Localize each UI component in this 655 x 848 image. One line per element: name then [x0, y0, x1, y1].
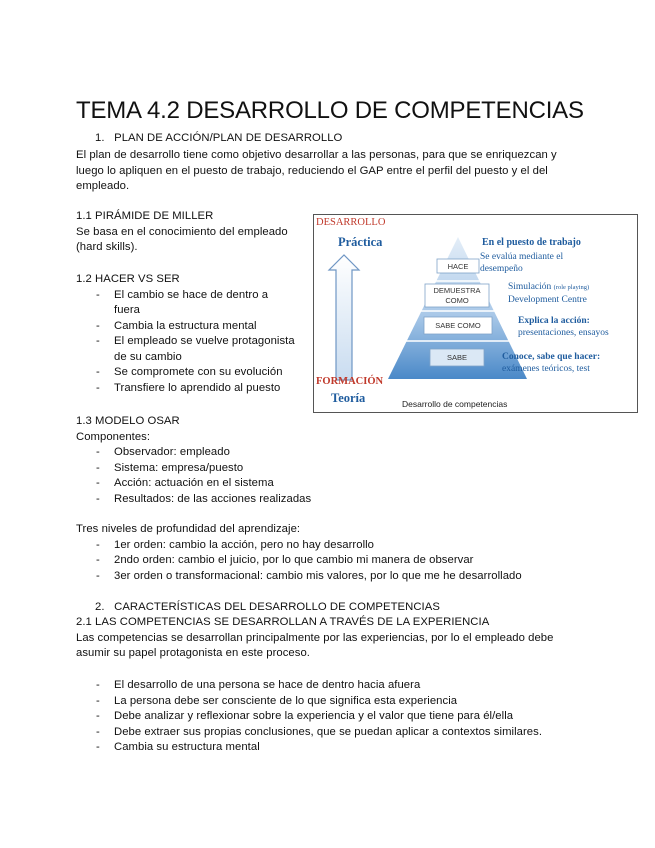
list-item: - 3er orden o transformacional: cambio mis valores, por lo que me he desarrollado: [76, 569, 596, 585]
level-sabe: SABE: [446, 353, 467, 362]
section-2-1: [76, 615, 616, 662]
r4-desc: Conoce, sabe que hacer: exámenes teóricos, test: [502, 352, 601, 374]
section-1-3: [76, 414, 476, 507]
componentes-label: Componentes:: [76, 430, 151, 443]
paragraph-line: Se basa en el conocimiento del empleado: [76, 225, 288, 238]
section-2-1-heading: 2.1 LAS COMPETENCIAS SE DESARROLLAN A TRAVÉS DE LA EXPERIENCIA: [76, 616, 490, 628]
section-1-paragraph: [76, 148, 596, 195]
r2-desc: Simulación (role playing) Development Centre: [508, 282, 590, 305]
section-1-2: [76, 272, 316, 396]
section-1-heading: [95, 131, 342, 147]
miller-pyramid-figure: [313, 214, 638, 413]
list-item: - Sistema: empresa/puesto: [76, 461, 476, 477]
paragraph-line: El plan de desarrollo tiene como objetivo desarrollar a las personas, para que se enriquezcan y: [76, 149, 557, 161]
section-1-1-heading: 1.1 PIRÁMIDE DE MILLER: [76, 210, 214, 222]
list-item: - Observador: empleado: [76, 445, 476, 461]
section-1-3-heading: 1.3 MODELO OSAR: [76, 415, 180, 427]
list-item: - Se compromete con su evolución: [76, 365, 316, 381]
list-item: - El desarrollo de una persona se hace de dentro hacia afuera: [76, 678, 616, 694]
levels-list: [76, 538, 596, 585]
formacion-label: FORMACIÓN: [316, 376, 384, 387]
teoria-label: Teoría: [331, 391, 366, 405]
levels-intro: Tres niveles de profundidad del aprendizaje:: [76, 523, 301, 535]
desarrollo-label: DESARROLLO: [316, 217, 386, 228]
list-item: - 2ndo orden: cambio el juicio, por lo que cambio mi manera de observar: [76, 553, 596, 569]
r3-desc: Explica la acción: presentaciones, ensayos: [518, 316, 609, 338]
experience-list: [76, 678, 616, 756]
hacer-vs-ser-list: [76, 288, 316, 397]
list-item: - El cambio se hace de dentro a fuera: [76, 288, 316, 319]
list-item: - Cambia su estructura mental: [76, 740, 616, 756]
section-2-number: 2.: [95, 601, 105, 613]
list-item: - Acción: actuación en el sistema: [76, 476, 476, 492]
section-1-number: 1.: [95, 132, 105, 144]
level-demuestra-como: DEMUESTRA COMO: [433, 286, 481, 305]
section-2-title: CARACTERÍSTICAS DEL DESARROLLO DE COMPETENCIAS: [114, 601, 440, 613]
list-item: - Debe analizar y reflexionar sobre la experiencia y el valor que tiene para él/ella: [76, 709, 616, 725]
list-item: - Transfiere lo aprendido al puesto: [76, 381, 316, 397]
section-2-list: [76, 678, 616, 756]
list-item: - 1er orden: cambio la acción, pero no hay desarrollo: [76, 538, 596, 554]
learning-levels: [76, 522, 596, 584]
paragraph-line: (hard skills).: [76, 241, 138, 253]
paragraph-line: luego lo apliquen en el puesto de trabajo, reduciendo el GAP entre el perfil del puesto y el del: [76, 164, 548, 177]
list-item: - Debe extraer sus propias conclusiones, que se puedan aplicar a contextos similares.: [76, 725, 616, 741]
r1-title: En el puesto de trabajo: [482, 237, 581, 248]
figure-caption: Desarrollo de competencias: [402, 399, 508, 409]
list-item: - El empleado se vuelve protagonista de su cambio: [76, 334, 316, 365]
list-item: - Cambia la estructura mental: [76, 319, 316, 335]
section-1-2-heading: 1.2 HACER VS SER: [76, 273, 180, 285]
section-1-title: PLAN DE ACCIÓN/PLAN DE DESARROLLO: [114, 132, 343, 144]
section-2-heading: [95, 600, 440, 616]
level-sabe-como: SABE COMO: [435, 321, 481, 330]
osar-list: [76, 445, 476, 507]
list-item: - Resultados: de las acciones realizadas: [76, 492, 476, 508]
list-item: - La persona debe ser consciente de lo que significa esta experiencia: [76, 694, 616, 710]
paragraph-line: empleado.: [76, 180, 130, 192]
r1-desc: Se evalúa mediante el desempeño: [480, 252, 564, 274]
practica-label: Práctica: [338, 235, 383, 249]
level-hace: HACE: [447, 262, 469, 271]
page-title: TEMA 4.2 DESARROLLO DE COMPETENCIAS: [76, 97, 584, 124]
section-1-1: [76, 209, 308, 256]
paragraph-line: asumir su papel protagonista en este proceso.: [76, 647, 310, 659]
up-arrow-icon: [329, 255, 359, 380]
paragraph-line: Las competencias se desarrollan principalmente por las experiencias, por lo el empleado debe: [76, 631, 554, 644]
